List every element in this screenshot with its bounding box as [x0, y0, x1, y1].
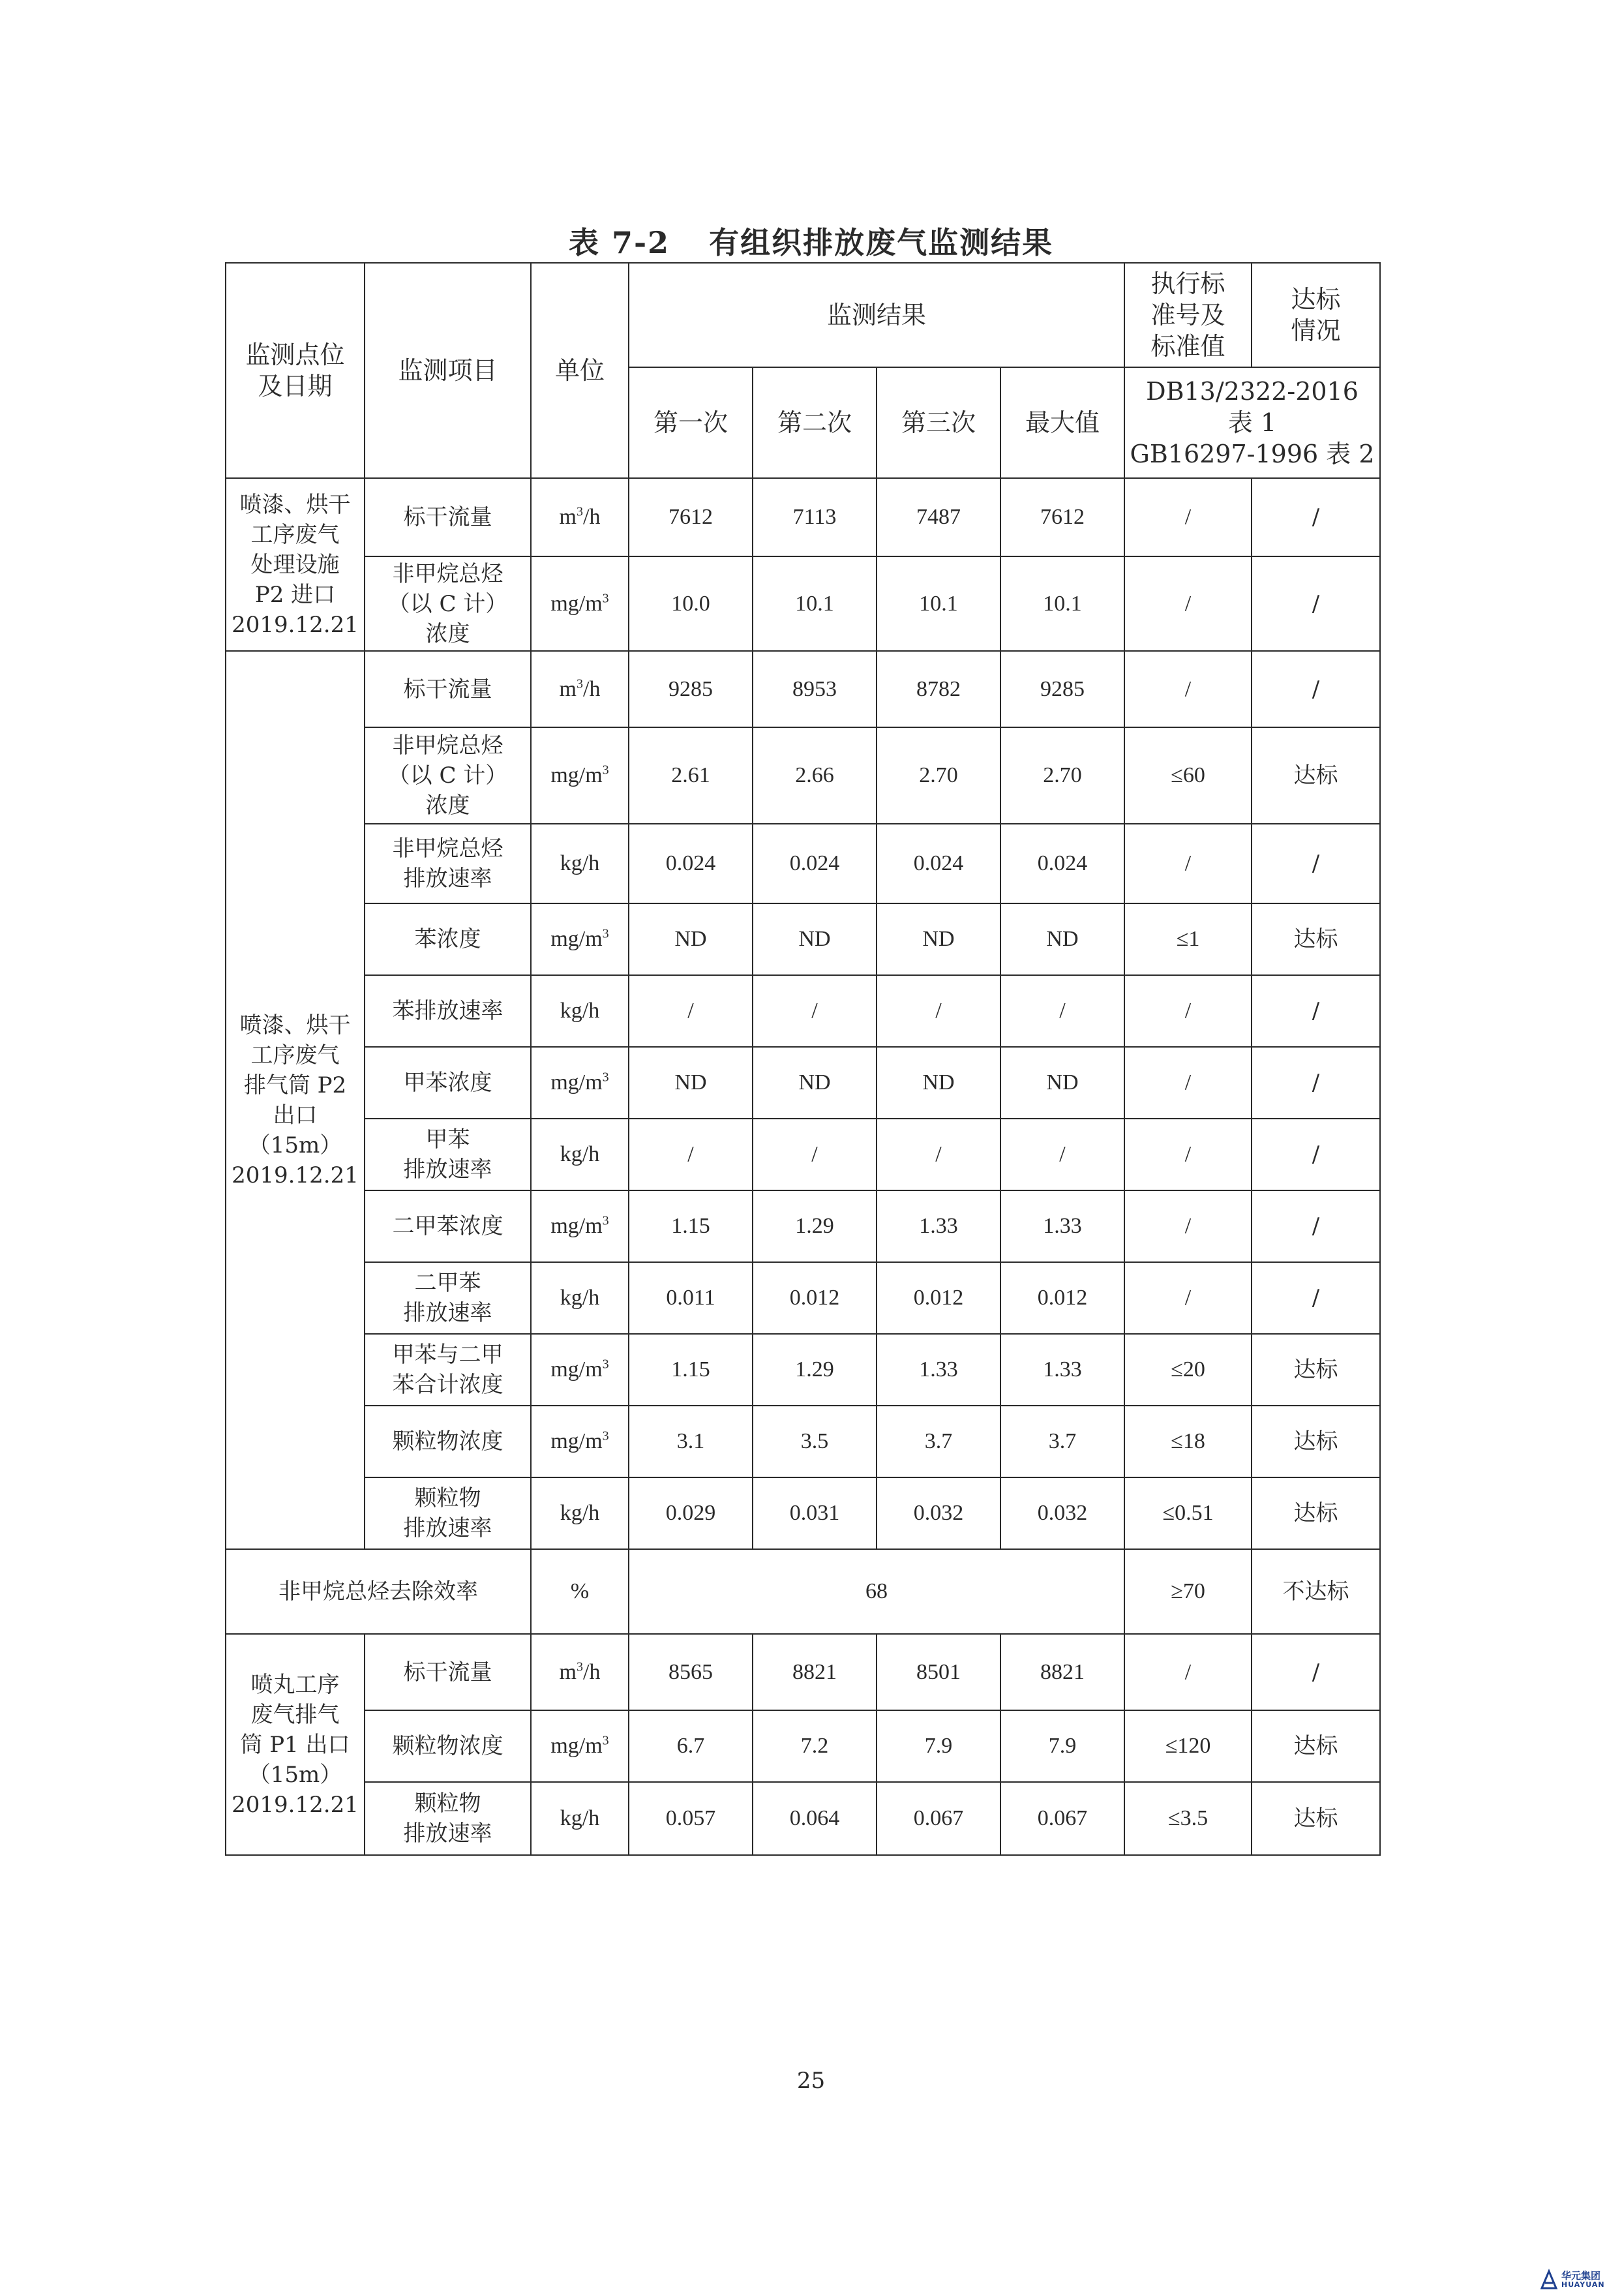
unit-cell	[531, 903, 629, 975]
location-date-cell: 喷丸工序 废气排气 筒 P1 出口 （15m） 2019.12.21	[226, 1634, 365, 1855]
header-results: 监测结果	[629, 263, 1124, 367]
max-value: 0.024	[1000, 824, 1124, 903]
unit-cell	[531, 1634, 629, 1710]
run-2-value: 3.5	[753, 1406, 877, 1477]
unit-exponent: 3	[602, 591, 609, 606]
run-3-value: ND	[877, 1047, 1000, 1119]
table-row	[226, 1782, 1380, 1855]
run-2-value: 1.29	[753, 1334, 877, 1406]
table-title	[0, 219, 1622, 262]
run-1-value: 8565	[629, 1634, 753, 1710]
efficiency-label: 非甲烷总烃去除效率	[226, 1549, 531, 1634]
unit-base: mg/m	[550, 1734, 603, 1758]
max-value: 2.70	[1000, 727, 1124, 824]
run-2-value: 0.012	[753, 1262, 877, 1334]
table-row	[226, 651, 1380, 727]
unit-base: m	[559, 1659, 577, 1684]
unit-base: mg/m	[550, 1357, 603, 1382]
unit-exponent: 3	[602, 926, 609, 941]
efficiency-value: 68	[629, 1549, 1124, 1634]
efficiency-status: 不达标	[1252, 1549, 1380, 1634]
compliance-status: /	[1252, 1634, 1380, 1710]
run-2-value: /	[753, 975, 877, 1047]
efficiency-standard: ≥70	[1124, 1549, 1252, 1634]
run-1-value: 10.0	[629, 556, 753, 651]
max-value: 7.9	[1000, 1710, 1124, 1782]
item-cell: 颗粒物浓度	[365, 1406, 531, 1477]
header-run-2: 第二次	[753, 367, 877, 478]
compliance-status: /	[1252, 651, 1380, 727]
standard-value: /	[1124, 1047, 1252, 1119]
item-cell: 苯排放速率	[365, 975, 531, 1047]
standard-value: /	[1124, 651, 1252, 727]
run-3-value: ND	[877, 903, 1000, 975]
run-1-value: ND	[629, 1047, 753, 1119]
item-cell: 颗粒物浓度	[365, 1710, 531, 1782]
standard-value: ≤3.5	[1124, 1782, 1252, 1855]
efficiency-unit: %	[531, 1549, 629, 1634]
unit-cell	[531, 1047, 629, 1119]
unit-base: mg/m	[550, 1214, 603, 1238]
header-standard-refs: DB13/2322-2016 表 1 GB16297-1996 表 2	[1124, 367, 1380, 478]
item-cell: 标干流量	[365, 478, 531, 556]
table-row	[226, 1406, 1380, 1477]
table-row	[226, 727, 1380, 824]
company-logo	[1539, 2269, 1617, 2291]
unit-cell	[531, 1119, 629, 1190]
table-row	[226, 1334, 1380, 1406]
run-2-value: 0.024	[753, 824, 877, 903]
unit-suffix: /h	[583, 676, 601, 701]
table-row	[226, 478, 1380, 556]
run-1-value: 9285	[629, 651, 753, 727]
item-cell: 标干流量	[365, 651, 531, 727]
run-3-value: 1.33	[877, 1190, 1000, 1262]
header-compliance: 达标 情况	[1252, 263, 1380, 367]
unit-base: kg/h	[560, 1286, 600, 1310]
unit-base: mg/m	[550, 1429, 603, 1453]
standard-value: ≤20	[1124, 1334, 1252, 1406]
unit-exponent: 3	[602, 1070, 609, 1085]
unit-cell	[531, 975, 629, 1047]
compliance-status: /	[1252, 556, 1380, 651]
max-value: 1.33	[1000, 1334, 1124, 1406]
run-2-value: ND	[753, 1047, 877, 1119]
run-2-value: 8821	[753, 1634, 877, 1710]
compliance-status: 达标	[1252, 1406, 1380, 1477]
run-3-value: 3.7	[877, 1406, 1000, 1477]
unit-cell	[531, 727, 629, 824]
unit-cell	[531, 556, 629, 651]
header-run-3: 第三次	[877, 367, 1000, 478]
unit-cell	[531, 478, 629, 556]
run-3-value: /	[877, 975, 1000, 1047]
table-row	[226, 1047, 1380, 1119]
max-value: 8821	[1000, 1634, 1124, 1710]
location-date-cell: 喷漆、烘干 工序废气 处理设施 P2 进口 2019.12.21	[226, 478, 365, 651]
compliance-status: 达标	[1252, 727, 1380, 824]
logo-name-en: HUAYUAN	[1561, 2280, 1605, 2289]
standard-value: /	[1124, 1262, 1252, 1334]
max-value: 0.067	[1000, 1782, 1124, 1855]
unit-cell	[531, 1334, 629, 1406]
item-cell: 颗粒物 排放速率	[365, 1782, 531, 1855]
unit-base: kg/h	[560, 1142, 600, 1166]
run-2-value: 8953	[753, 651, 877, 727]
run-2-value: 0.031	[753, 1477, 877, 1549]
item-cell: 颗粒物 排放速率	[365, 1477, 531, 1549]
unit-suffix: /h	[583, 505, 601, 529]
table-row	[226, 1634, 1380, 1710]
compliance-status: /	[1252, 1119, 1380, 1190]
run-2-value: 10.1	[753, 556, 877, 651]
run-1-value: 3.1	[629, 1406, 753, 1477]
unit-base: kg/h	[560, 1806, 600, 1830]
unit-exponent: 3	[577, 1659, 583, 1674]
unit-base: m	[559, 676, 577, 701]
unit-exponent: 3	[602, 763, 609, 778]
compliance-status: /	[1252, 1047, 1380, 1119]
table-row	[226, 1119, 1380, 1190]
unit-exponent: 3	[602, 1357, 609, 1372]
item-cell: 二甲苯 排放速率	[365, 1262, 531, 1334]
run-1-value: 0.024	[629, 824, 753, 903]
unit-base: kg/h	[560, 1501, 600, 1525]
standard-value: ≤60	[1124, 727, 1252, 824]
item-cell: 苯浓度	[365, 903, 531, 975]
max-value: 7612	[1000, 478, 1124, 556]
run-2-value: 0.064	[753, 1782, 877, 1855]
header-run-1: 第一次	[629, 367, 753, 478]
standard-value: /	[1124, 556, 1252, 651]
item-cell: 甲苯浓度	[365, 1047, 531, 1119]
huayuan-logo-icon	[1539, 2269, 1559, 2291]
run-2-value: 1.29	[753, 1190, 877, 1262]
unit-cell	[531, 651, 629, 727]
unit-base: mg/m	[550, 591, 603, 616]
run-1-value: 2.61	[629, 727, 753, 824]
run-2-value: 2.66	[753, 727, 877, 824]
header-item: 监测项目	[365, 263, 531, 478]
run-1-value: 0.057	[629, 1782, 753, 1855]
run-2-value: /	[753, 1119, 877, 1190]
run-2-value: ND	[753, 903, 877, 975]
compliance-status: /	[1252, 975, 1380, 1047]
unit-cell	[531, 1190, 629, 1262]
standard-value: ≤0.51	[1124, 1477, 1252, 1549]
compliance-status: /	[1252, 1262, 1380, 1334]
logo-name-cn: 华元集团	[1561, 2270, 1601, 2282]
standard-value: ≤1	[1124, 903, 1252, 975]
unit-cell	[531, 824, 629, 903]
run-1-value: 0.011	[629, 1262, 753, 1334]
table-number: 表 7-2	[568, 225, 670, 260]
header-location-date: 监测点位 及日期	[226, 263, 365, 478]
max-value: 0.012	[1000, 1262, 1124, 1334]
unit-base: kg/h	[560, 999, 600, 1023]
table-row	[226, 1262, 1380, 1334]
run-1-value: 0.029	[629, 1477, 753, 1549]
unit-cell	[531, 1710, 629, 1782]
max-value: ND	[1000, 1047, 1124, 1119]
unit-base: mg/m	[550, 763, 603, 787]
standard-value: /	[1124, 1634, 1252, 1710]
standard-value: ≤18	[1124, 1406, 1252, 1477]
max-value: 1.33	[1000, 1190, 1124, 1262]
unit-exponent: 3	[577, 676, 583, 691]
standard-value: /	[1124, 1190, 1252, 1262]
run-1-value: 6.7	[629, 1710, 753, 1782]
unit-exponent: 3	[602, 1428, 609, 1443]
table-row	[226, 1190, 1380, 1262]
max-value: ND	[1000, 903, 1124, 975]
location-date-cell: 喷漆、烘干 工序废气 排气筒 P2 出口（15m） 2019.12.21	[226, 651, 365, 1549]
run-3-value: 7.9	[877, 1710, 1000, 1782]
unit-base: kg/h	[560, 851, 600, 875]
header-unit: 单位	[531, 263, 629, 478]
standard-value: /	[1124, 478, 1252, 556]
compliance-status: 达标	[1252, 1334, 1380, 1406]
max-value: 3.7	[1000, 1406, 1124, 1477]
run-1-value: 1.15	[629, 1190, 753, 1262]
max-value: 9285	[1000, 651, 1124, 727]
run-3-value: 8501	[877, 1634, 1000, 1710]
item-cell: 非甲烷总烃 （以 C 计） 浓度	[365, 727, 531, 824]
item-cell: 二甲苯浓度	[365, 1190, 531, 1262]
run-2-value: 7113	[753, 478, 877, 556]
run-3-value: 10.1	[877, 556, 1000, 651]
compliance-status: /	[1252, 824, 1380, 903]
unit-suffix: /h	[583, 1659, 601, 1684]
unit-exponent: 3	[602, 1213, 609, 1228]
run-1-value: 7612	[629, 478, 753, 556]
table-row	[226, 1477, 1380, 1549]
run-1-value: /	[629, 975, 753, 1047]
run-1-value: /	[629, 1119, 753, 1190]
item-cell: 非甲烷总烃 排放速率	[365, 824, 531, 903]
unit-base: mg/m	[550, 1070, 603, 1095]
unit-cell	[531, 1406, 629, 1477]
table-row	[226, 556, 1380, 651]
table-row	[226, 975, 1380, 1047]
unit-base: m	[559, 505, 577, 529]
max-value: 10.1	[1000, 556, 1124, 651]
unit-exponent: 3	[577, 504, 583, 519]
run-3-value: 1.33	[877, 1334, 1000, 1406]
standard-value: /	[1124, 1119, 1252, 1190]
run-1-value: 1.15	[629, 1334, 753, 1406]
header-standard: 执行标 准号及 标准值	[1124, 263, 1252, 367]
max-value: /	[1000, 975, 1124, 1047]
run-3-value: 0.032	[877, 1477, 1000, 1549]
efficiency-row	[226, 1549, 1380, 1634]
unit-cell	[531, 1262, 629, 1334]
run-3-value: 2.70	[877, 727, 1000, 824]
run-3-value: /	[877, 1119, 1000, 1190]
table-caption: 有组织排放废气监测结果	[709, 225, 1054, 260]
run-3-value: 7487	[877, 478, 1000, 556]
compliance-status: 达标	[1252, 1710, 1380, 1782]
header-run-max: 最大值	[1000, 367, 1124, 478]
run-1-value: ND	[629, 903, 753, 975]
run-3-value: 0.067	[877, 1782, 1000, 1855]
item-cell: 甲苯 排放速率	[365, 1119, 531, 1190]
run-2-value: 7.2	[753, 1710, 877, 1782]
unit-base: mg/m	[550, 927, 603, 951]
table-row	[226, 1710, 1380, 1782]
run-3-value: 0.012	[877, 1262, 1000, 1334]
item-cell: 甲苯与二甲 苯合计浓度	[365, 1334, 531, 1406]
table-row	[226, 903, 1380, 975]
standard-value: /	[1124, 975, 1252, 1047]
max-value: 0.032	[1000, 1477, 1124, 1549]
item-cell: 标干流量	[365, 1634, 531, 1710]
unit-exponent: 3	[602, 1733, 609, 1748]
unit-cell	[531, 1477, 629, 1549]
unit-cell	[531, 1782, 629, 1855]
max-value: /	[1000, 1119, 1124, 1190]
standard-value: ≤120	[1124, 1710, 1252, 1782]
compliance-status: 达标	[1252, 903, 1380, 975]
compliance-status: /	[1252, 478, 1380, 556]
compliance-status: 达标	[1252, 1477, 1380, 1549]
table-row	[226, 824, 1380, 903]
monitoring-results-table	[225, 262, 1381, 1856]
page-number: 25	[796, 2068, 826, 2094]
standard-value: /	[1124, 824, 1252, 903]
compliance-status: 达标	[1252, 1782, 1380, 1855]
run-3-value: 8782	[877, 651, 1000, 727]
run-3-value: 0.024	[877, 824, 1000, 903]
item-cell: 非甲烷总烃 （以 C 计） 浓度	[365, 556, 531, 651]
compliance-status: /	[1252, 1190, 1380, 1262]
